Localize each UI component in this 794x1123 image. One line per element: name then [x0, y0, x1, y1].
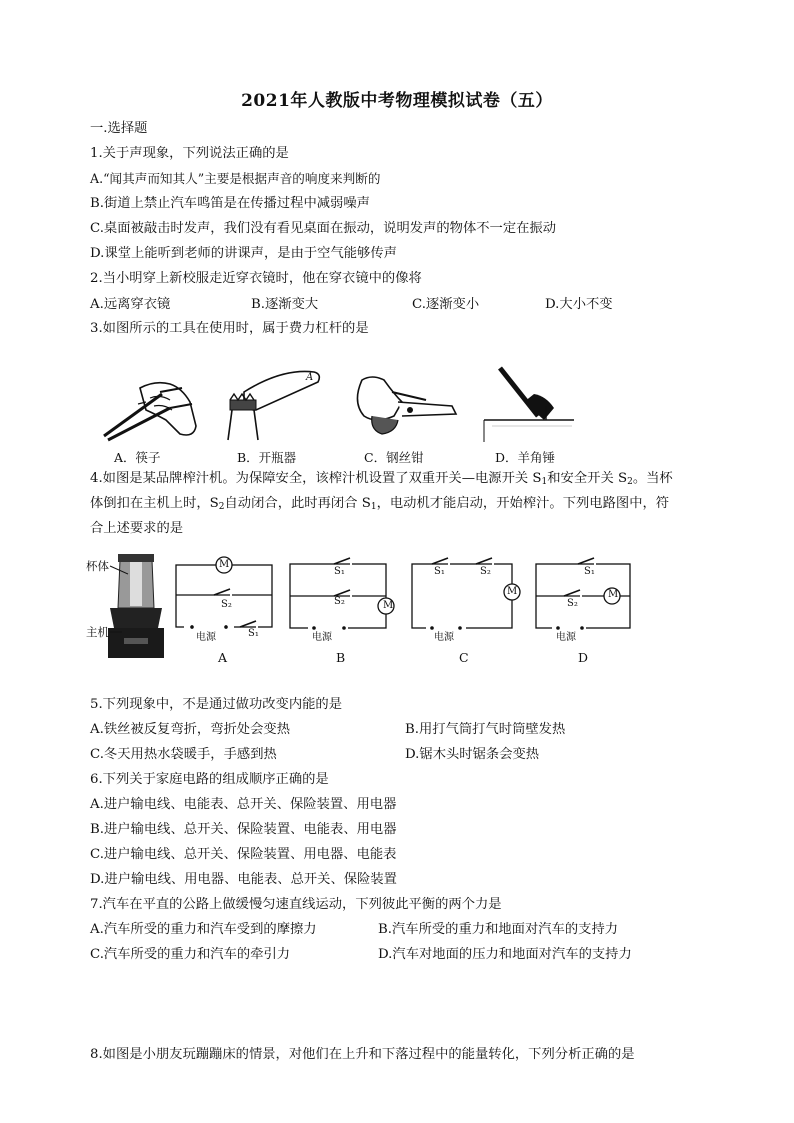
q4-stem-line3: 合上述要求的是 [90, 521, 184, 536]
q1-option-d: D.课堂上能听到老师的讲课声，是由于空气能够传声 [90, 246, 397, 261]
q1-option-c: C.桌面被敲击时发声，我们没有看见桌面在振动，说明发声的物体不一定在振动 [90, 221, 557, 236]
circuit-a-source: 电源 [196, 632, 216, 643]
section-heading: 一.选择题 [90, 121, 148, 136]
circuit-b-source: 电源 [312, 632, 332, 643]
opener-point-label: A [306, 372, 314, 383]
circuit-d-s2: S₂ [567, 598, 578, 609]
q6-option-b: B.进户输电线、总开关、保险装置、电能表、用电器 [90, 822, 397, 837]
q3-stem: 3.如图所示的工具在使用时，属于费力杠杆的是 [90, 321, 369, 336]
q6-option-c: C.进户输电线、总开关、保险装置、用电器、电能表 [90, 847, 397, 862]
claw-hammer-figure [484, 366, 574, 444]
q7-option-a: A.汽车所受的重力和汽车受到的摩擦力 [90, 922, 317, 937]
circuit-c-s2: S₂ [480, 566, 491, 577]
pliers-figure [342, 372, 462, 442]
q5-option-c: C.冬天用热水袋暖手，手感到热 [90, 747, 277, 762]
q2-option-b: B.逐渐变大 [251, 297, 319, 312]
page-title: 2021年人教版中考物理模拟试卷（五） [241, 91, 553, 111]
q2-option-d: D.大小不变 [545, 297, 613, 312]
circuit-b-motor: M [383, 600, 394, 611]
q7-stem: 7.汽车在平直的公路上做缓慢匀速直线运动，下列彼此平衡的两个力是 [90, 897, 502, 912]
cup-leader-line [110, 566, 130, 576]
q5-option-b: B.用打气筒打气时筒壁发热 [405, 722, 566, 737]
q6-option-d: D.进户输电线、用电器、电能表、总开关、保险装置 [90, 872, 397, 887]
base-label: 主机 [86, 625, 109, 639]
circuit-b-s1: S₁ [334, 566, 345, 577]
q3-caption-b: B．开瓶器 [237, 450, 297, 465]
chopsticks-figure [100, 374, 210, 444]
q7-option-c: C.汽车所受的重力和汽车的牵引力 [90, 947, 291, 962]
q4-stem-line1: 4.如图是某品牌榨汁机。为保障安全，该榨汁机设置了双重开关—电源开关 $S_1$和安全开关 $S_2$。当杯 [90, 471, 673, 487]
q7-option-d: D.汽车对地面的压力和地面对汽车的支持力 [378, 947, 632, 962]
circuit-label-d: D [578, 650, 589, 665]
q1-option-b: B.街道上禁止汽车鸣笛是在传播过程中减弱噪声 [90, 196, 370, 211]
q5-option-d: D.锯木头时锯条会变热 [405, 747, 540, 762]
q2-stem: 2.当小明穿上新校服走近穿衣镜时，他在穿衣镜中的像将 [90, 271, 422, 286]
q1-stem: 1.关于声现象，下列说法正确的是 [90, 146, 289, 161]
circuit-label-a: A [218, 650, 228, 665]
q6-option-a: A.进户输电线、电能表、总开关、保险装置、用电器 [90, 797, 397, 812]
circuit-b-s2: S₂ [334, 596, 345, 607]
q7-option-b: B.汽车所受的重力和地面对汽车的支持力 [378, 922, 619, 937]
q4-stem-line2: 体倒扣在主机上时，$S_2$自动闭合，此时再闭合 $S_1$，电动机才能启动，开始榨汁。下列电路图中，符 [90, 496, 670, 512]
q1-option-a: A.“闻其声而知其人”主要是根据声音的响度来判断的 [90, 171, 381, 186]
q5-option-a: A.铁丝被反复弯折，弯折处会变热 [90, 722, 290, 737]
circuit-label-c: C [459, 650, 469, 665]
q3-caption-d: D．羊角锤 [495, 450, 556, 465]
circuit-c-s1: S₁ [434, 566, 445, 577]
circuit-label-b: B [336, 650, 346, 665]
circuit-c-motor: M [507, 586, 518, 597]
circuit-d-motor: M [608, 589, 619, 600]
q2-option-a: A.远离穿衣镜 [90, 297, 171, 312]
cup-label: 杯体 [86, 559, 109, 573]
bottle-opener-figure [222, 364, 332, 444]
q2-option-c: C.逐渐变小 [412, 297, 480, 312]
circuit-d-s1: S₁ [584, 566, 595, 577]
circuit-d-source: 电源 [556, 632, 576, 643]
circuit-c-source: 电源 [434, 632, 454, 643]
q3-caption-a: A．筷子 [114, 450, 161, 465]
circuit-c [410, 562, 520, 632]
circuit-a-s1: S₁ [248, 628, 259, 639]
circuit-a-s2: S₂ [221, 599, 232, 610]
circuit-a-motor: M [219, 559, 230, 570]
q5-stem: 5.下列现象中，不是通过做功改变内能的是 [90, 697, 343, 712]
q8-stem: 8.如图是小朋友玩蹦蹦床的情景，对他们在上升和下落过程中的能量转化，下列分析正确的是 [90, 1047, 635, 1062]
q6-stem: 6.下列关于家庭电路的组成顺序正确的是 [90, 772, 329, 787]
q3-caption-c: C．钢丝钳 [364, 450, 424, 465]
base-leader-line [110, 630, 124, 634]
